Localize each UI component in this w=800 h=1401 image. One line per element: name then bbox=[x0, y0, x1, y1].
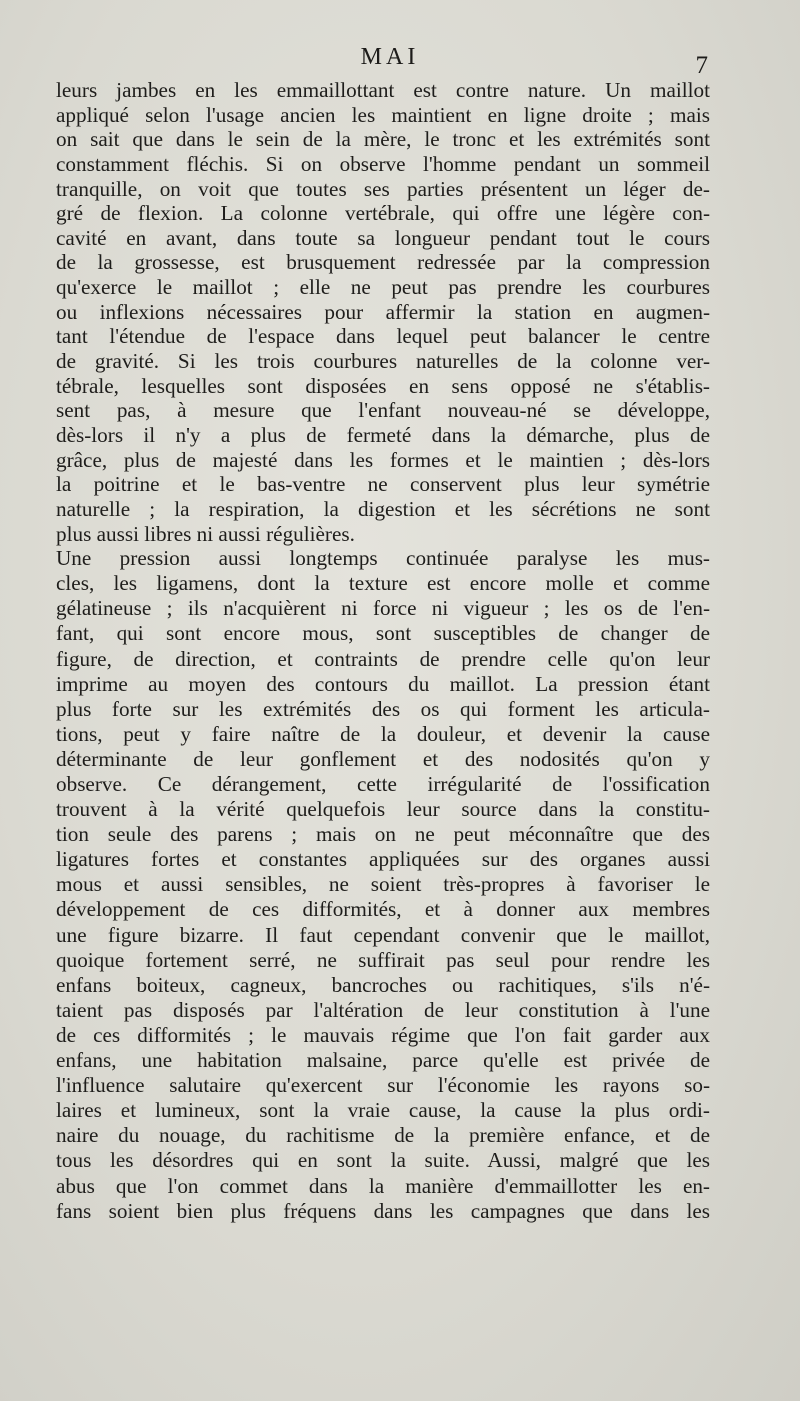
text-line: tranquille, on voit que toutes ses parties présentent un léger de- bbox=[56, 176, 710, 201]
text-line: grâce, plus de majesté dans les formes et le maintien ; dès-lors bbox=[56, 447, 710, 472]
text-line: une figure bizarre. Il faut cependant convenir que le maillot, bbox=[56, 922, 710, 947]
text-line: développement de ces difformités, et à donner aux membres bbox=[56, 897, 710, 922]
text-line: gélatineuse ; ils n'acquièrent ni force ni vigueur ; les os de l'en- bbox=[56, 596, 710, 621]
text-line: fans soient bien plus fréquens dans les campagnes que dans les bbox=[56, 1198, 710, 1223]
text-line: tion seule des parens ; mais on ne peut méconnaître que des bbox=[56, 822, 710, 847]
text-line: figure, de direction, et contraints de prendre celle qu'on leur bbox=[56, 646, 710, 671]
text-line: gré de flexion. La colonne vertébrale, qui offre une légère con- bbox=[56, 201, 710, 226]
text-line: dès-lors il n'y a plus de fermeté dans la démarche, plus de bbox=[56, 422, 710, 447]
text-line: ou inflexions nécessaires pour affermir la station en augmen- bbox=[56, 299, 710, 324]
text-line: la poitrine et le bas-ventre ne conservent plus leur symétrie bbox=[56, 472, 710, 497]
text-line: tous les désordres qui en sont la suite. Aussi, malgré que les bbox=[56, 1148, 710, 1173]
text-line: tant l'étendue de l'espace dans lequel peut balancer le centre bbox=[56, 324, 710, 349]
text-line: observe. Ce dérangement, cette irrégularité de l'ossification bbox=[56, 772, 710, 797]
text-line: on sait que dans le sein de la mère, le tronc et les extrémités sont bbox=[56, 127, 710, 152]
text-line: plus aussi libres ni aussi régulières. bbox=[56, 521, 355, 546]
text-line: trouvent à la vérité quelquefois leur source dans la constitu- bbox=[56, 797, 710, 822]
text-line: Une pression aussi longtemps continuée paralyse les mus- bbox=[56, 546, 710, 571]
text-line: sent pas, à mesure que l'enfant nouveau-né se développe, bbox=[56, 398, 710, 423]
page-number: 7 bbox=[695, 52, 708, 79]
text-line: enfans, une habitation malsaine, parce qu'elle est privée de bbox=[56, 1048, 710, 1073]
text-line: qu'exerce le maillot ; elle ne peut pas prendre les courbures bbox=[56, 275, 710, 300]
text-line: ligatures fortes et constantes appliquées sur des organes aussi bbox=[56, 847, 710, 872]
text-line: l'influence salutaire qu'exercent sur l'économie les rayons so- bbox=[56, 1073, 710, 1098]
text-line: tébrale, lesquelles sont disposées en sens opposé ne s'établis- bbox=[56, 373, 710, 398]
text-line: enfans boiteux, cagneux, bancroches ou rachitiques, s'ils n'é- bbox=[56, 972, 710, 997]
text-line: tions, peut y faire naître de la douleur, et devenir la cause bbox=[56, 721, 710, 746]
text-line: constamment fléchis. Si on observe l'homme pendant un sommeil bbox=[56, 151, 710, 176]
text-line: imprime au moyen des contours du maillot. La pression étant bbox=[56, 671, 710, 696]
text-line: naturelle ; la respiration, la digestion et les sécrétions ne sont bbox=[56, 496, 710, 521]
text-line: quoique fortement serré, ne suffirait pas seul pour rendre les bbox=[56, 947, 710, 972]
paragraph-1 bbox=[56, 78, 710, 546]
text-line: appliqué selon l'usage ancien les maintient en ligne droite ; mais bbox=[56, 102, 710, 127]
text-line: naire du nouage, du rachitisme de la première enfance, et de bbox=[56, 1123, 710, 1148]
text-line: cles, les ligamens, dont la texture est encore molle et comme bbox=[56, 571, 710, 596]
paragraph-2 bbox=[56, 546, 710, 1224]
page-header bbox=[0, 44, 800, 80]
text-line: abus que l'on commet dans la manière d'emmaillotter les en- bbox=[56, 1173, 710, 1198]
text-line: de la grossesse, est brusquement redressée par la compression bbox=[56, 250, 710, 275]
text-line: taient pas disposés par l'altération de leur constitution à l'une bbox=[56, 997, 710, 1022]
body-text bbox=[56, 78, 710, 1224]
text-line: cavité en avant, dans toute sa longueur pendant tout le cours bbox=[56, 225, 710, 250]
running-title: MAI bbox=[360, 44, 420, 70]
text-line: mous et aussi sensibles, ne soient très-propres à favoriser le bbox=[56, 872, 710, 897]
text-line: de ces difformités ; le mauvais régime que l'on fait garder aux bbox=[56, 1022, 710, 1047]
text-line: fant, qui sont encore mous, sont susceptibles de changer de bbox=[56, 621, 710, 646]
text-line: plus forte sur les extrémités des os qui forment les articula- bbox=[56, 696, 710, 721]
text-line: de gravité. Si les trois courbures naturelles de la colonne ver- bbox=[56, 349, 710, 374]
text-line: laires et lumineux, sont la vraie cause, la cause la plus ordi- bbox=[56, 1098, 710, 1123]
text-line: déterminante de leur gonflement et des nodosités qu'on y bbox=[56, 746, 710, 771]
text-line: leurs jambes en les emmaillottant est contre nature. Un maillot bbox=[56, 78, 710, 102]
